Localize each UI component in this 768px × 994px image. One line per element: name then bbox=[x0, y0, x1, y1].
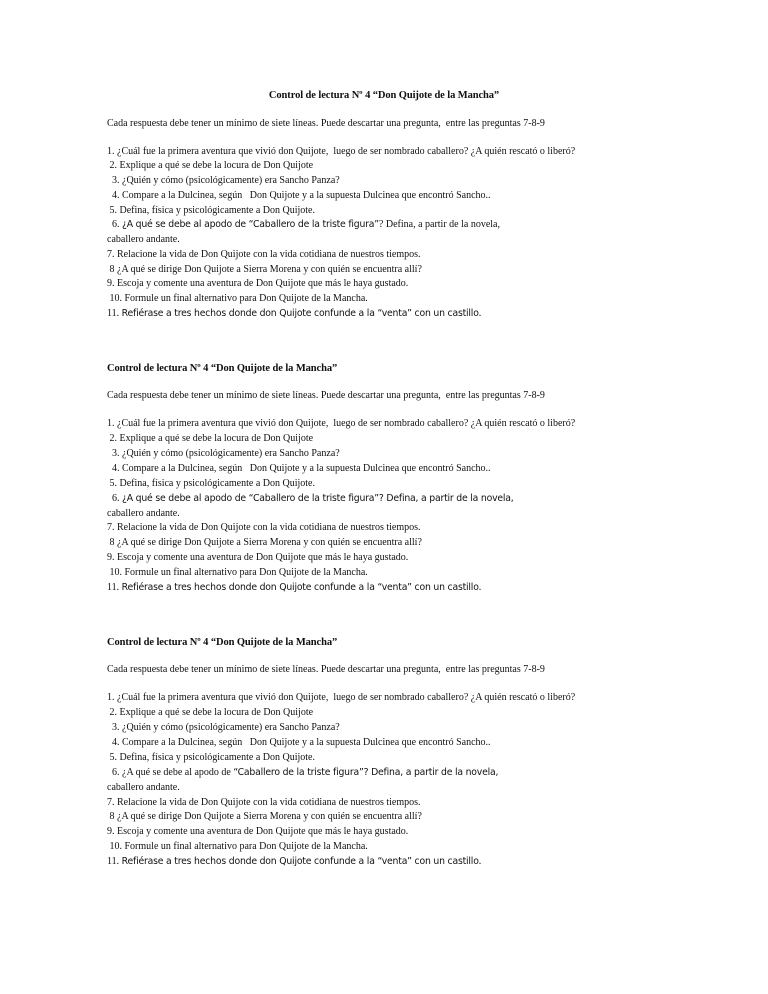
question-10: 10. Formule un final alternativo para Don Quijote de la Mancha. bbox=[107, 567, 368, 578]
question-7: 7. Relacione la vida de Don Quijote con la vida cotidiana de nuestros tiempos. bbox=[107, 249, 421, 260]
instructions: Cada respuesta debe tener un mínimo de siete líneas. Puede descartar una pregunta, entre las preguntas 7-8-9 bbox=[107, 118, 545, 129]
question-6-continuation: caballero andante. bbox=[107, 508, 180, 519]
question-4: 4. Compare a la Dulcinea, según Don Quijote y a la supuesta Dulcinea que encontró Sancho.. bbox=[107, 190, 491, 201]
question-3: 3. ¿Quién y cómo (psicológicamente) era Sancho Panza? bbox=[107, 175, 340, 186]
question-6-prefix: ¿A qué se debe al apodo de bbox=[122, 767, 234, 778]
question-11-text: Refiérase a tres hechos donde don Quijote confunde a la “venta” con un castillo bbox=[121, 856, 479, 867]
question-6 bbox=[107, 493, 514, 505]
question-1: 1. ¿Cuál fue la primera aventura que vivió don Quijote, luego de ser nombrado caballero? ¿A quién rescató o liberó? bbox=[107, 146, 576, 157]
question-8: 8 ¿A qué se dirige Don Quijote a Sierra Morena y con quién se encuentra allí? bbox=[107, 537, 422, 548]
question-2: 2. Explique a qué se debe la locura de Don Quijote bbox=[107, 433, 314, 444]
quiz-title: Control de lectura Nº 4 “Don Quijote de la Mancha” bbox=[107, 637, 338, 648]
question-7: 7. Relacione la vida de Don Quijote con la vida cotidiana de nuestros tiempos. bbox=[107, 797, 421, 808]
question-7: 7. Relacione la vida de Don Quijote con la vida cotidiana de nuestros tiempos. bbox=[107, 522, 421, 533]
question-9: 9. Escoja y comente una aventura de Don Quijote que más le haya gustado. bbox=[107, 552, 409, 563]
question-6-apodo: ¿A qué se debe al apodo de “Caballero de la triste figura” bbox=[122, 219, 379, 230]
question-2: 2. Explique a qué se debe la locura de Don Quijote bbox=[107, 707, 314, 718]
question-6-text: ¿A qué se debe al apodo de “Caballero de la triste figura”? Defina, a partir de la novela, bbox=[122, 493, 514, 504]
question-6-continuation: caballero andante. bbox=[107, 234, 180, 245]
question-11-end: . bbox=[478, 856, 482, 867]
question-3: 3. ¿Quién y cómo (psicológicamente) era Sancho Panza? bbox=[107, 722, 340, 733]
question-6-number: 6. bbox=[107, 219, 122, 230]
question-9: 9. Escoja y comente una aventura de Don Quijote que más le haya gustado. bbox=[107, 278, 409, 289]
question-6-number: 6. bbox=[107, 767, 122, 778]
question-6-number: 6. bbox=[107, 493, 122, 504]
question-1: 1. ¿Cuál fue la primera aventura que vivió don Quijote, luego de ser nombrado caballero? ¿A quién rescató o liberó? bbox=[107, 692, 576, 703]
question-6-continuation: caballero andante. bbox=[107, 782, 180, 793]
question-9: 9. Escoja y comente una aventura de Don Quijote que más le haya gustado. bbox=[107, 826, 409, 837]
question-3: 3. ¿Quién y cómo (psicológicamente) era Sancho Panza? bbox=[107, 448, 340, 459]
question-6 bbox=[107, 767, 498, 779]
quiz-title: Control de lectura Nº 4 “Don Quijote de la Mancha” bbox=[107, 363, 338, 374]
question-6 bbox=[107, 219, 500, 231]
question-8: 8 ¿A qué se dirige Don Quijote a Sierra Morena y con quién se encuentra allí? bbox=[107, 811, 422, 822]
instructions: Cada respuesta debe tener un mínimo de siete líneas. Puede descartar una pregunta, entre las preguntas 7-8-9 bbox=[107, 390, 545, 401]
question-5: 5. Defina, física y psicológicamente a Don Quijote. bbox=[107, 752, 315, 763]
quiz-title: Control de lectura Nº 4 “Don Quijote de la Mancha” bbox=[268, 90, 500, 101]
question-11 bbox=[107, 308, 481, 320]
question-10: 10. Formule un final alternativo para Don Quijote de la Mancha. bbox=[107, 293, 368, 304]
question-4: 4. Compare a la Dulcinea, según Don Quijote y a la supuesta Dulcinea que encontró Sancho.. bbox=[107, 737, 491, 748]
question-11-number: 11. bbox=[107, 308, 122, 319]
question-11-text: Refiérase a tres hechos donde don Quijote confunde a la “venta” con un castillo bbox=[121, 582, 479, 593]
question-5: 5. Defina, física y psicológicamente a Don Quijote. bbox=[107, 478, 315, 489]
question-11-number: 11. bbox=[107, 582, 122, 593]
question-8: 8 ¿A qué se dirige Don Quijote a Sierra Morena y con quién se encuentra allí? bbox=[107, 264, 422, 275]
question-6-apodo: “Caballero de la triste figura”? Defina, a partir de la novela, bbox=[233, 767, 499, 778]
question-11-number: 11. bbox=[107, 856, 122, 867]
question-11-end: . bbox=[478, 308, 482, 319]
question-11-end: . bbox=[478, 582, 482, 593]
question-11-text: Refiérase a tres hechos donde don Quijote confunde a la “venta” con un castillo bbox=[121, 308, 479, 319]
question-11 bbox=[107, 582, 481, 594]
question-2: 2. Explique a qué se debe la locura de Don Quijote bbox=[107, 160, 314, 171]
question-1: 1. ¿Cuál fue la primera aventura que vivió don Quijote, luego de ser nombrado caballero? ¿A quién rescató o liberó? bbox=[107, 418, 576, 429]
question-5: 5. Defina, física y psicológicamente a Don Quijote. bbox=[107, 205, 315, 216]
question-11 bbox=[107, 856, 481, 868]
question-4: 4. Compare a la Dulcinea, según Don Quijote y a la supuesta Dulcinea que encontró Sancho.. bbox=[107, 463, 491, 474]
instructions: Cada respuesta debe tener un mínimo de siete líneas. Puede descartar una pregunta, entre las preguntas 7-8-9 bbox=[107, 664, 545, 675]
question-6-rest: ? Defina, a partir de la novela, bbox=[378, 219, 500, 230]
question-10: 10. Formule un final alternativo para Don Quijote de la Mancha. bbox=[107, 841, 368, 852]
